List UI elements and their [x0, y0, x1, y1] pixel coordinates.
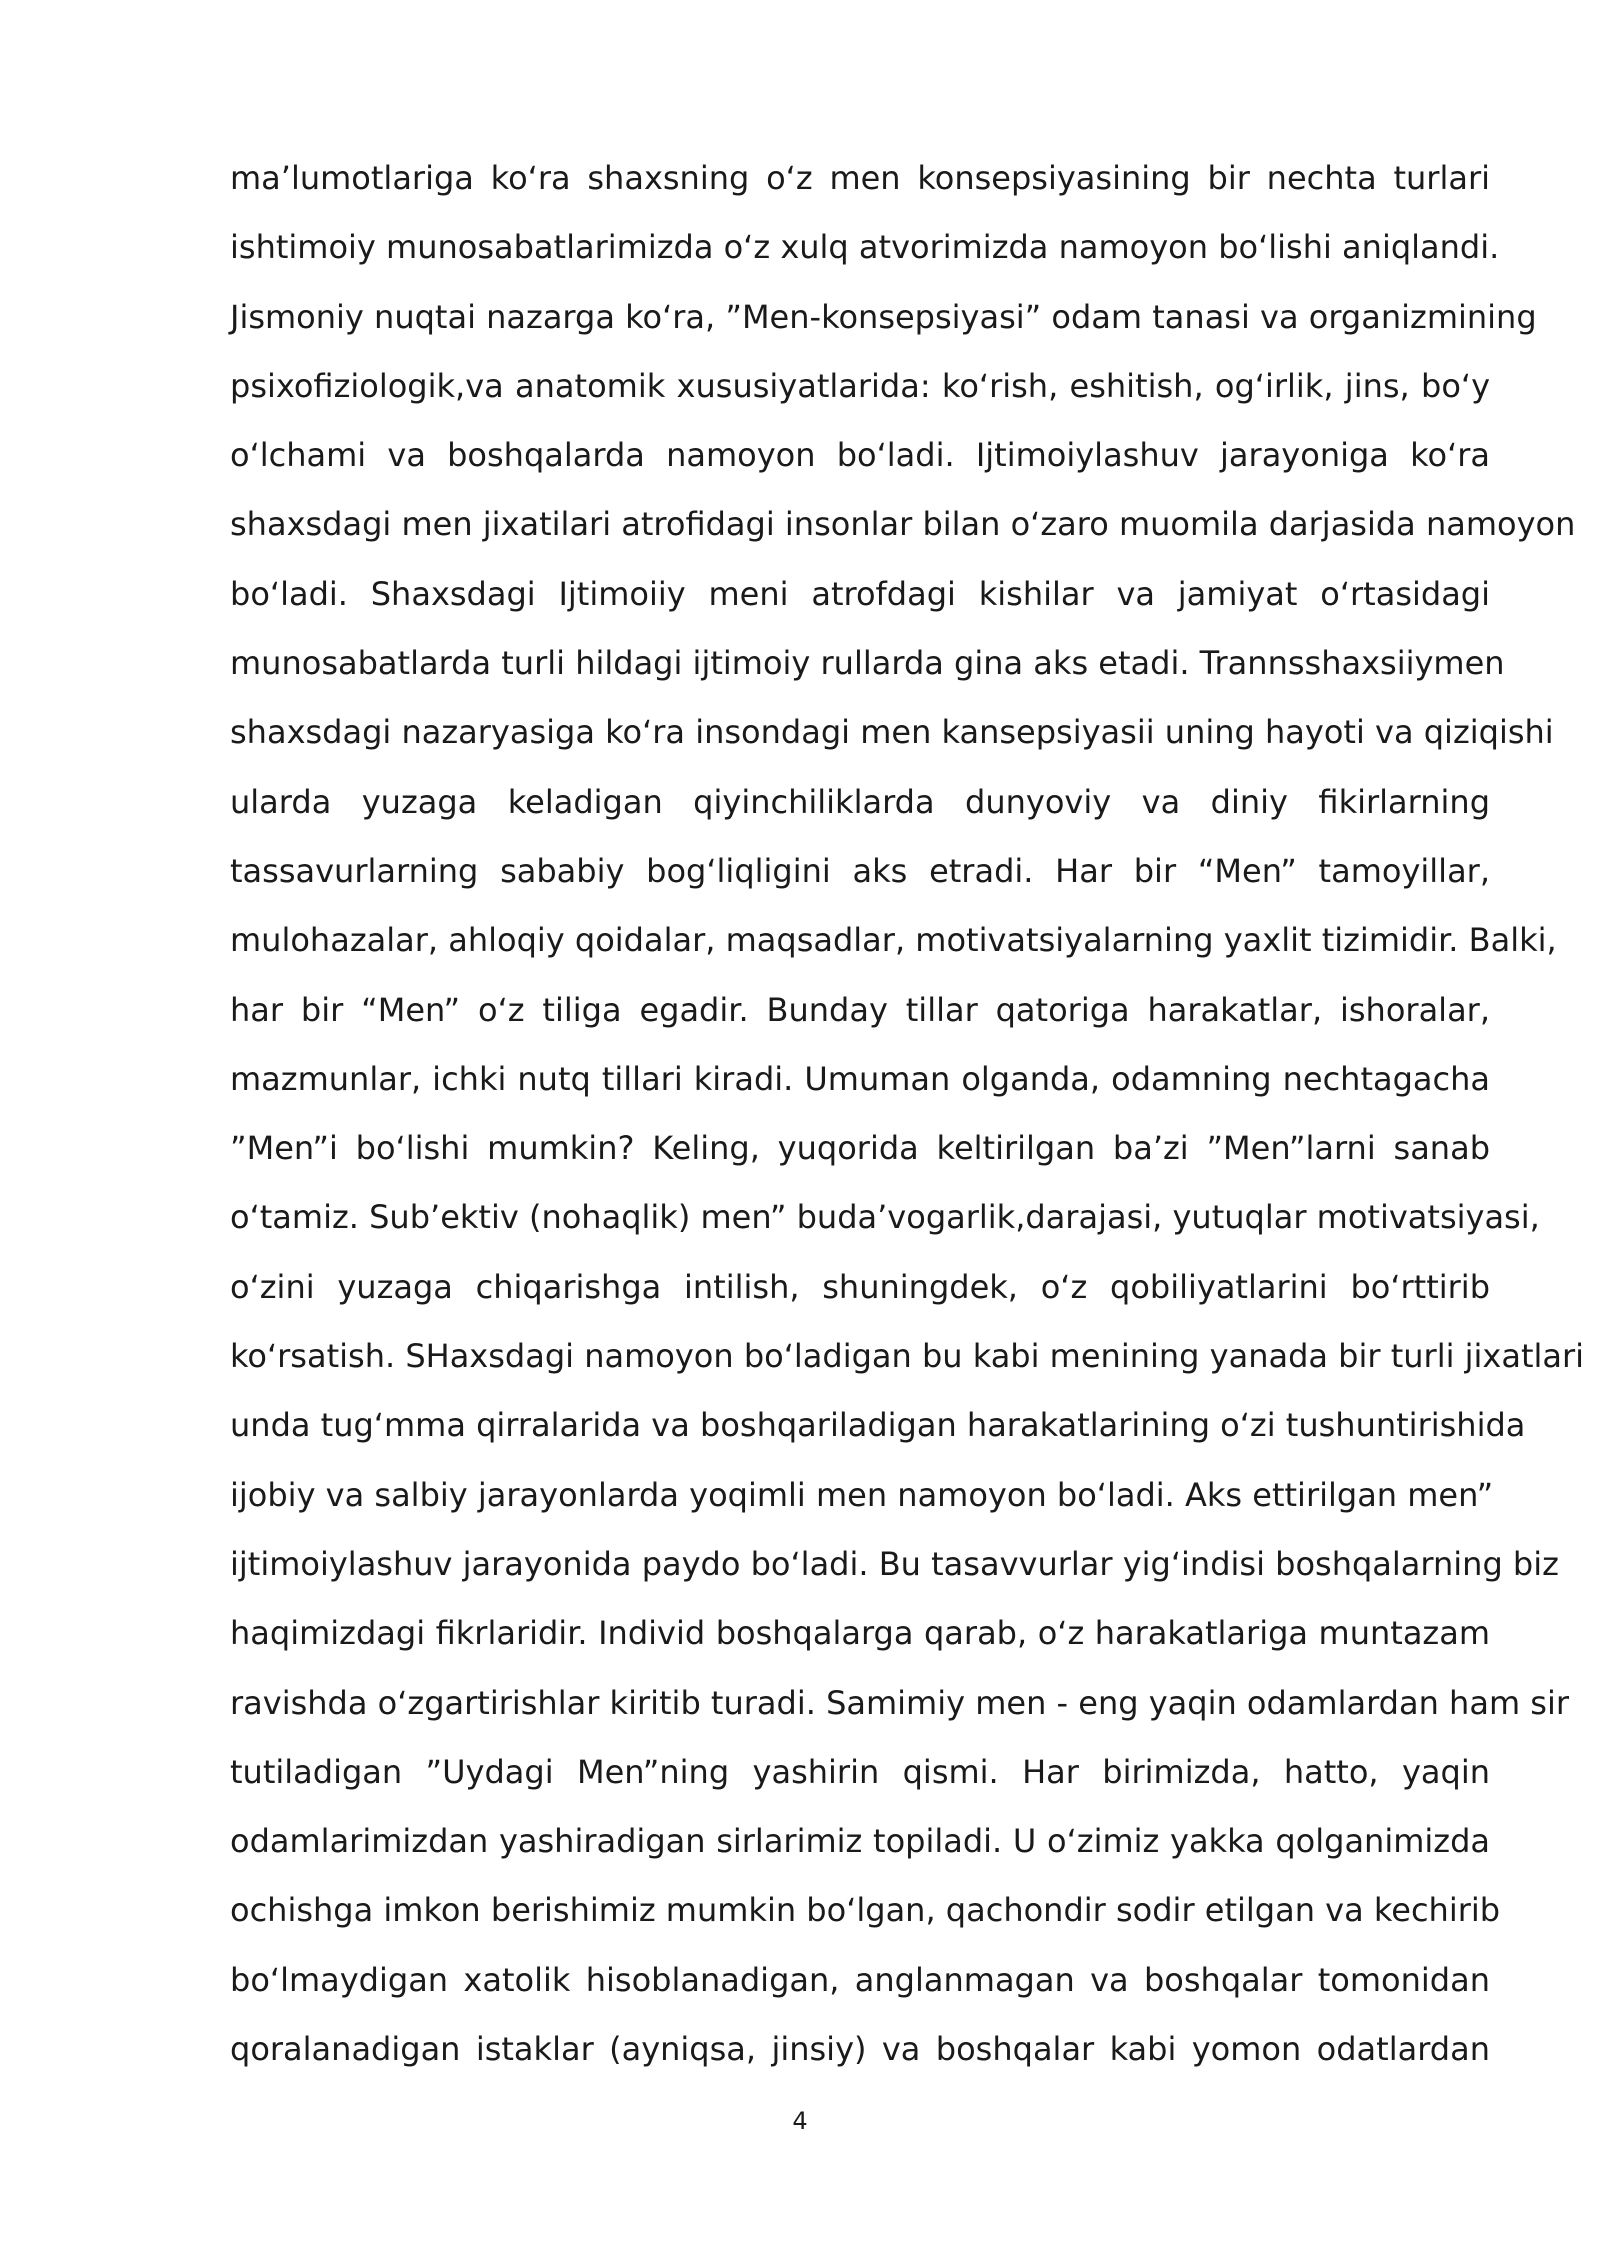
text-line: boʻlmaydigan xatolik hisoblanadigan, anglanmagan va boshqalar tomonidan: [230, 1960, 1490, 1999]
text-line: Jismoniy nuqtai nazarga koʻra, ”Men-konsepsiyasi” odam tanasi va organizmining: [230, 297, 1537, 336]
text-line: ochishga imkon berishimiz mumkin boʻlgan, qachondir sodir etilgan va kechirib: [230, 1891, 1501, 1930]
text-line: qoralanadigan istaklar (ayniqsa, jinsiy) va boshqalar kabi yomon odatlardan: [230, 2030, 1490, 2069]
text-line: boʻladi. Shaxsdagi Ijtimoiiy meni atrofdagi kishilar va jamiyat oʻrtasidagi: [230, 574, 1490, 613]
text-line: ijobiy va salbiy jarayonlarda yoqimli men namoyon boʻladi. Aks ettirilgan men”: [230, 1475, 1494, 1514]
text-line: haqimizdagi fikrlaridir. Individ boshqalarga qarab, oʻz harakatlariga muntazam: [230, 1614, 1490, 1653]
text-line: ravishda oʻzgartirishlar kiritib turadi. Samimiy men - eng yaqin odamlardan ham sir: [230, 1683, 1569, 1722]
text-line: oʻtamiz. Sub’ektiv (nohaqlik) men” buda’vogarlik,darajasi, yutuqlar motivatsiyasi,: [230, 1198, 1540, 1237]
text-line: tutiladigan ”Uydagi Men”ning yashirin qismi. Har birimizda, hatto, yaqin: [230, 1752, 1490, 1791]
text-line: shaxsdagi men jixatilari atrofidagi insonlar bilan oʻzaro muomila darjasida namoyon: [230, 505, 1576, 544]
text-line: ma’lumotlariga koʻra shaxsning oʻz men konsepsiyasining bir nechta turlari: [230, 159, 1490, 197]
text-line: koʻrsatish. SHaxsdagi namoyon boʻladigan bu kabi menining yanada bir turli jixatlari: [230, 1337, 1585, 1376]
page-number: 4: [792, 2107, 808, 2135]
body-text: [230, 148, 1585, 2088]
text-line: tassavurlarning sababiy bogʻliqligini aks etradi. Har bir “Men” tamoyillar,: [230, 851, 1490, 890]
text-line: oʻlchami va boshqalarda namoyon boʻladi. Ijtimoiylashuv jarayoniga koʻra: [230, 436, 1490, 475]
text-line: ijtimoiylashuv jarayonida paydo boʻladi. Bu tasavvurlar yigʻindisi boshqalarning biz: [230, 1544, 1559, 1583]
text-line: munosabatlarda turli hildagi ijtimoiy rullarda gina aks etadi. Trannsshaxsiiymen: [230, 644, 1505, 683]
text-line: mulohazalar, ahloqiy qoidalar, maqsadlar, motivatsiyalarning yaxlit tizimidir. Balki,: [230, 921, 1557, 960]
text-line: mazmunlar, ichki nutq tillari kiradi. Umuman olganda, odamning nechtagacha: [230, 1059, 1490, 1098]
text-line: ”Men”i boʻlishi mumkin? Keling, yuqorida keltirilgan ba’zi ”Men”larni sanab: [230, 1129, 1490, 1168]
text-line: har bir “Men” oʻz tiliga egadir. Bunday tillar qatoriga harakatlar, ishoralar,: [230, 990, 1490, 1029]
text-line: oʻzini yuzaga chiqarishga intilish, shuningdek, oʻz qobiliyatlarini boʻrttirib: [230, 1267, 1490, 1306]
text-line: ishtimoiy munosabatlarimizda oʻz xulq atvorimizda namoyon boʻlishi aniqlandi.: [230, 228, 1500, 267]
text-line: odamlarimizdan yashiradigan sirlarimiz topiladi. U oʻzimiz yakka qolganimizda: [230, 1822, 1490, 1861]
text-line: unda tugʻmma qirralarida va boshqariladigan harakatlarining oʻzi tushuntirishida: [230, 1406, 1526, 1445]
text-line: psixofiziologik,va anatomik xususiyatlarida: koʻrish, eshitish, ogʻirlik, jins, boʻy: [230, 366, 1490, 405]
text-line: ularda yuzaga keladigan qiyinchiliklarda dunyoviy va diniy fikirlarning: [230, 782, 1490, 821]
text-line: shaxsdagi nazaryasiga koʻra insondagi men kansepsiyasii uning hayoti va qiziqishi: [230, 713, 1554, 752]
